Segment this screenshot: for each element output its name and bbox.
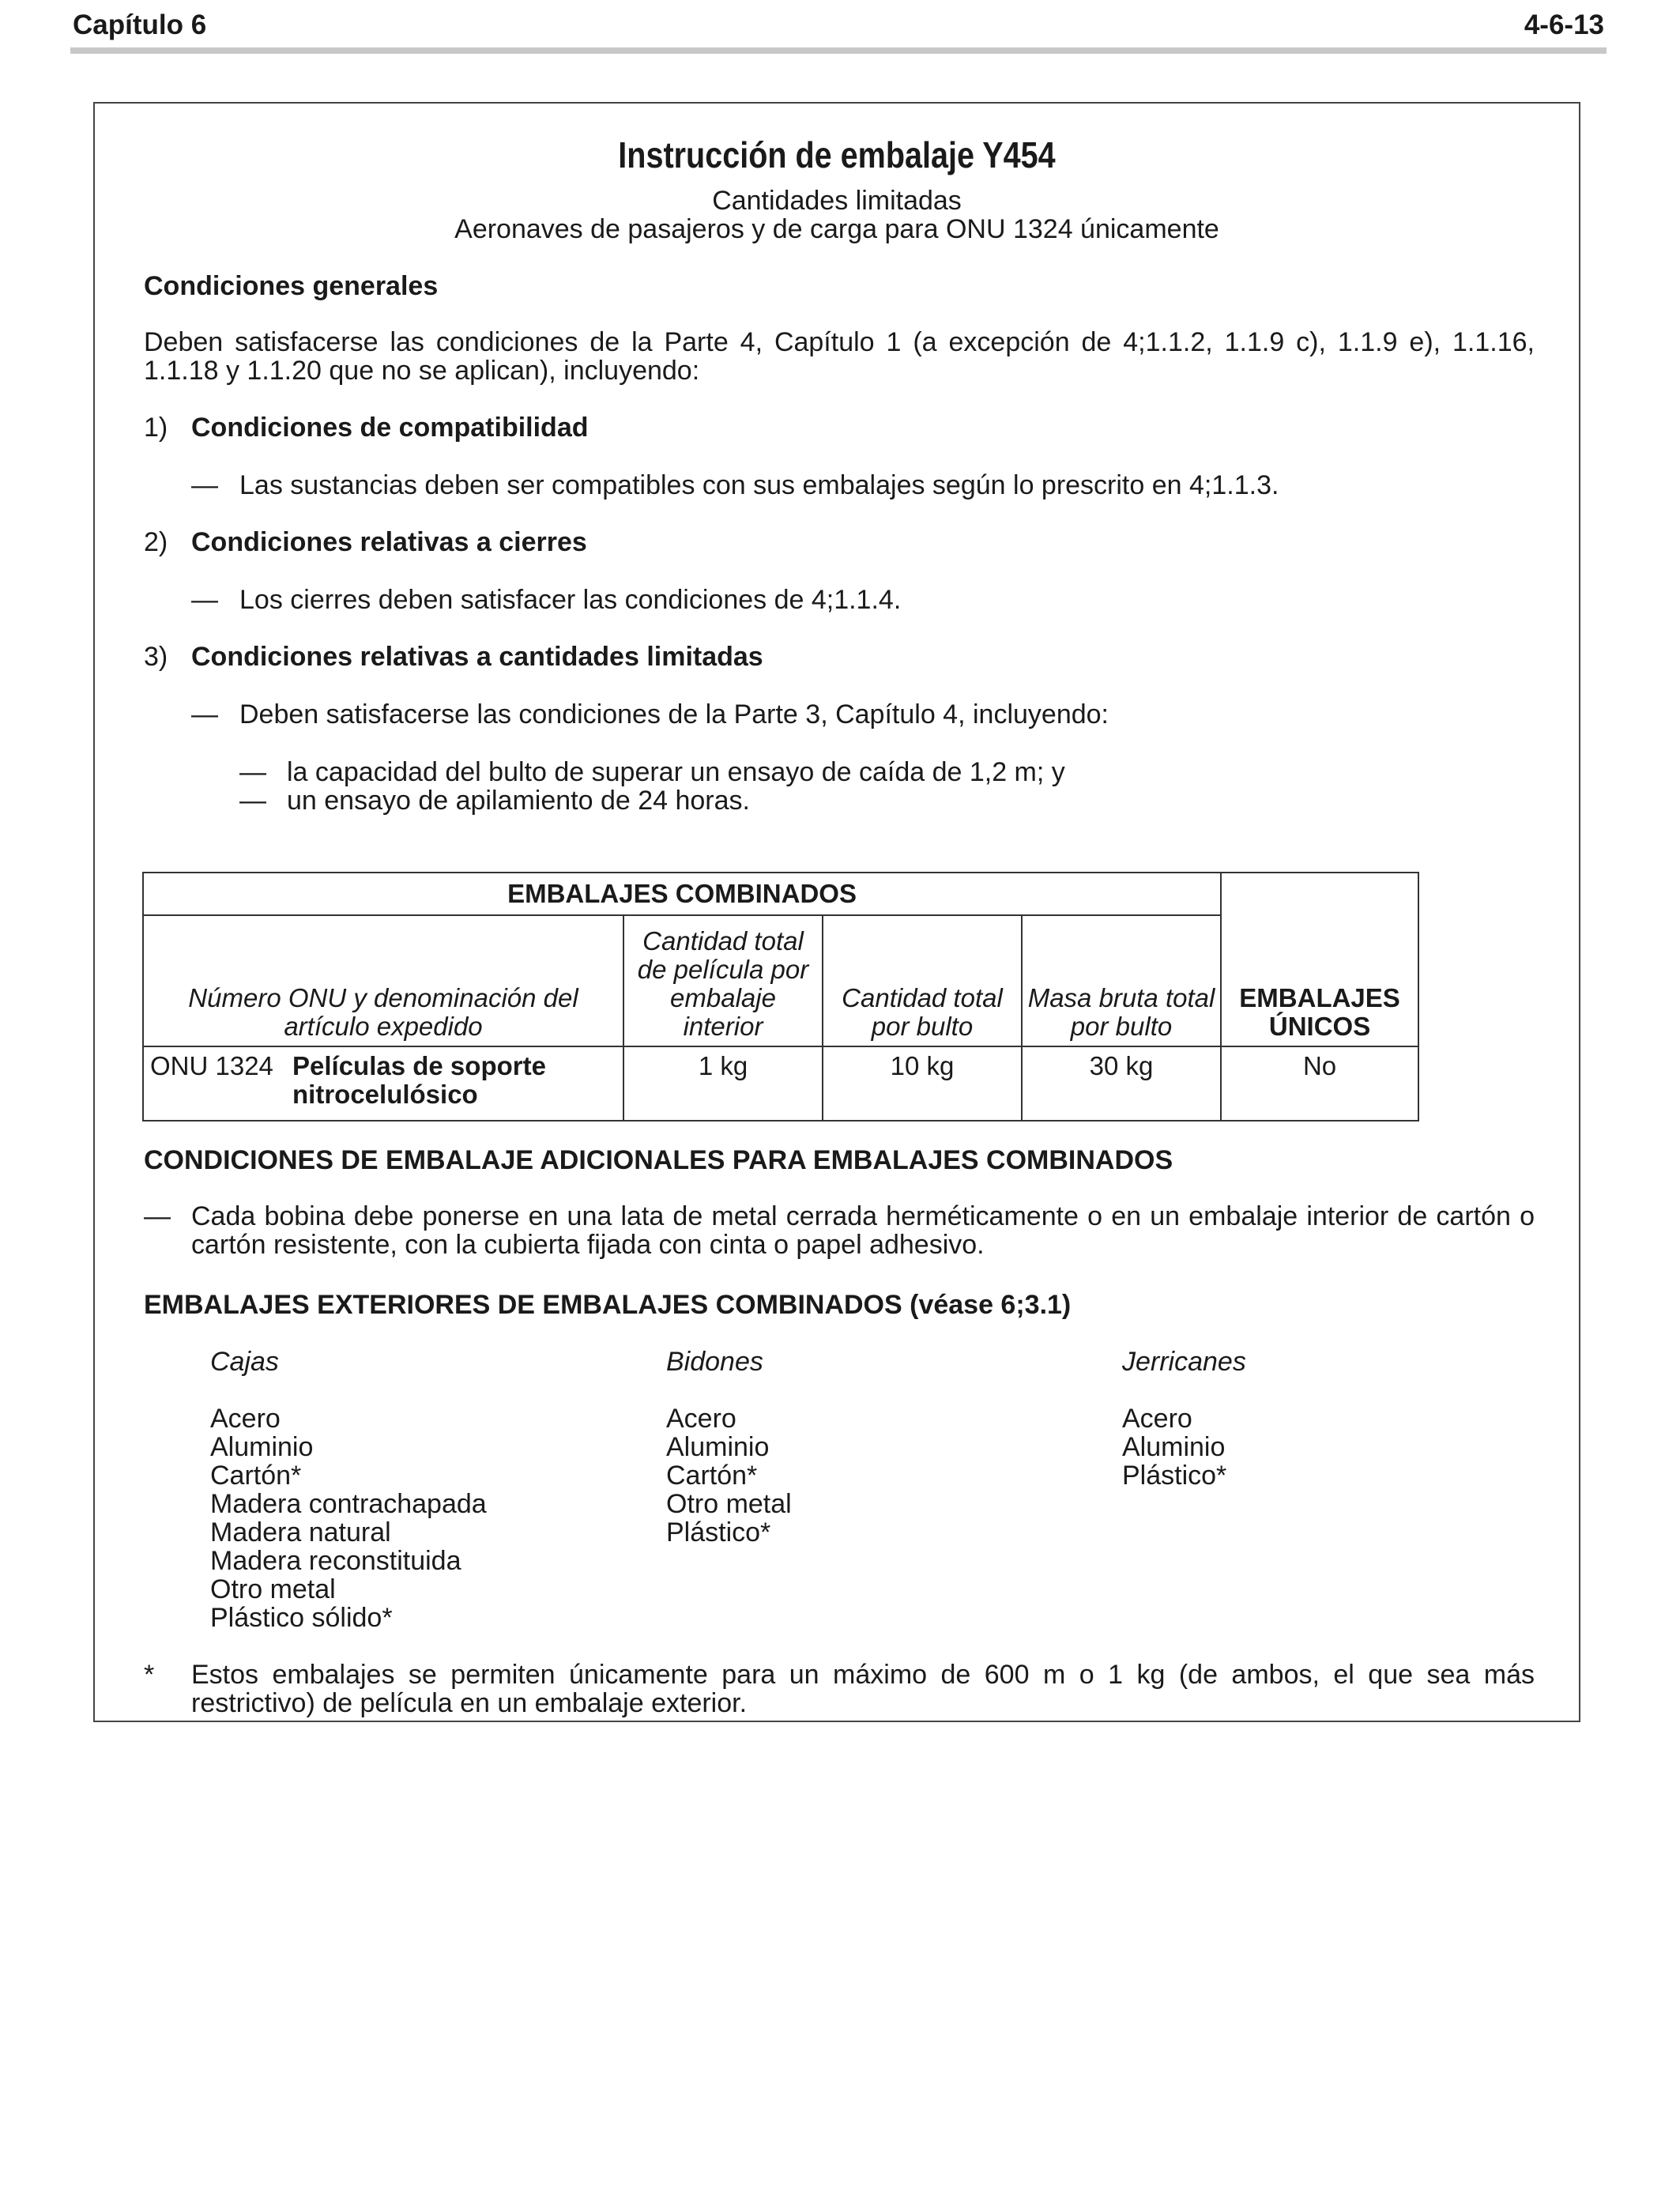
condition-3-heading: Condiciones relativas a cantidades limitadas [191,642,763,672]
condition-3-sub-1-text: la capacidad del bulto de superar un ensayo de caída de 1,2 m; y [287,757,1065,787]
condition-3-text: Deben satisfacerse las condiciones de la Parte 3, Capítulo 4, incluyendo: [239,699,1109,729]
bidones-item: Aluminio [666,1432,770,1462]
condition-3-sub-2-text: un ensayo de apilamiento de 24 horas. [287,786,750,816]
condition-1-dash: — [191,470,218,500]
outer-column-bidones-title: Bidones [666,1347,763,1377]
condition-2-number: 2) [144,527,168,557]
condition-2-text: Los cierres deben satisfacer las condiciones de 4;1.1.4. [239,585,902,615]
shipping-name: Películas de soporte nitrocelulósico [292,1051,546,1109]
additional-heading: CONDICIONES DE EMBALAJE ADICIONALES PARA EMBALAJES COMBINADOS [144,1145,1173,1175]
cajas-item: Madera natural [210,1517,391,1547]
packaging-table [142,872,1419,1122]
jerricanes-item: Aluminio [1122,1432,1226,1462]
general-heading: Condiciones generales [144,271,439,301]
single-packagings-value: No [1221,1046,1418,1121]
additional-text: Cada bobina debe ponerse en una lata de metal cerrada herméticamente o en un embalaje interior de cartón o cartón resistente, con la cubierta fijada con cinta o papel adhesivo. [191,1201,1535,1260]
column-header-un-name: Número ONU y denominación del artículo expedido [143,915,623,1046]
chapter-label: Capítulo 6 [73,9,207,40]
header-rule [70,47,1607,54]
page-header [73,3,1604,47]
cajas-item: Acero [210,1404,281,1434]
jerricanes-item: Plástico* [1122,1461,1227,1491]
cajas-item: Aluminio [210,1432,314,1462]
un-number: ONU 1324 [150,1051,273,1080]
bidones-item: Cartón* [666,1461,758,1491]
condition-3-number: 3) [144,642,168,672]
bidones-item: Plástico* [666,1517,771,1547]
table-row [143,1046,1418,1121]
cajas-item: Plástico sólido* [210,1603,393,1633]
outer-column-cajas-title: Cajas [210,1347,279,1377]
footnote-text: Estos embalajes se permiten únicamente para un máximo de 600 m o 1 kg (de ambos, el que sea más restrictivo) de película en un embalaje exterior. [191,1660,1535,1718]
cajas-item: Madera contrachapada [210,1489,487,1519]
instruction-subtitle-1: Cantidades limitadas [712,186,962,216]
single-packagings-header: EMBALAJES ÚNICOS [1221,873,1418,1046]
bidones-item: Otro metal [666,1489,792,1519]
footnote-mark: * [144,1660,155,1690]
outer-column-jerricanes-title: Jerricanes [1122,1347,1246,1377]
instruction-subtitle-2: Aeronaves de pasajeros y de carga para ONU 1324 únicamente [454,214,1219,244]
general-paragraph: Deben satisfacerse las condiciones de la Parte 4, Capítulo 1 (a excepción de 4;1.1.2, 1.1.9 c), 1.1.9 e), 1.1.16, 1.1.18 y 1.1.20 que no se aplican), incluyendo: [144,327,1535,386]
additional-dash: — [144,1201,171,1231]
combined-packagings-header: EMBALAJES COMBINADOS [143,873,1221,915]
column-header-package-quantity: Cantidad total por bulto [823,915,1022,1046]
condition-1-heading: Condiciones de compatibilidad [191,413,589,443]
gross-mass-value: 30 kg [1022,1046,1221,1121]
cajas-item: Otro metal [210,1574,336,1604]
column-header-inner-quantity: Cantidad total de película por embalaje interior [623,915,823,1046]
instruction-title: Instrucción de embalaje Y454 [618,134,1056,175]
condition-2-dash: — [191,585,218,615]
condition-1-text: Las sustancias deben ser compatibles con sus embalajes según lo prescrito en 4;1.1.3. [239,470,1279,500]
condition-3-dash: — [191,699,218,729]
condition-3-sub-1-dash: — [239,757,266,787]
cajas-item: Cartón* [210,1461,302,1491]
inner-quantity-value: 1 kg [623,1046,823,1121]
package-quantity-value: 10 kg [823,1046,1022,1121]
jerricanes-item: Acero [1122,1404,1192,1434]
page-number: 4-6-13 [1524,9,1604,40]
condition-1-number: 1) [144,413,168,443]
column-header-gross-mass: Masa bruta total por bulto [1022,915,1221,1046]
condition-2-heading: Condiciones relativas a cierres [191,527,587,557]
condition-3-sub-2-dash: — [239,786,266,816]
outer-heading: EMBALAJES EXTERIORES DE EMBALAJES COMBINADOS (véase 6;3.1) [144,1290,1072,1320]
un-cell [143,1046,623,1121]
cajas-item: Madera reconstituida [210,1546,461,1576]
bidones-item: Acero [666,1404,736,1434]
